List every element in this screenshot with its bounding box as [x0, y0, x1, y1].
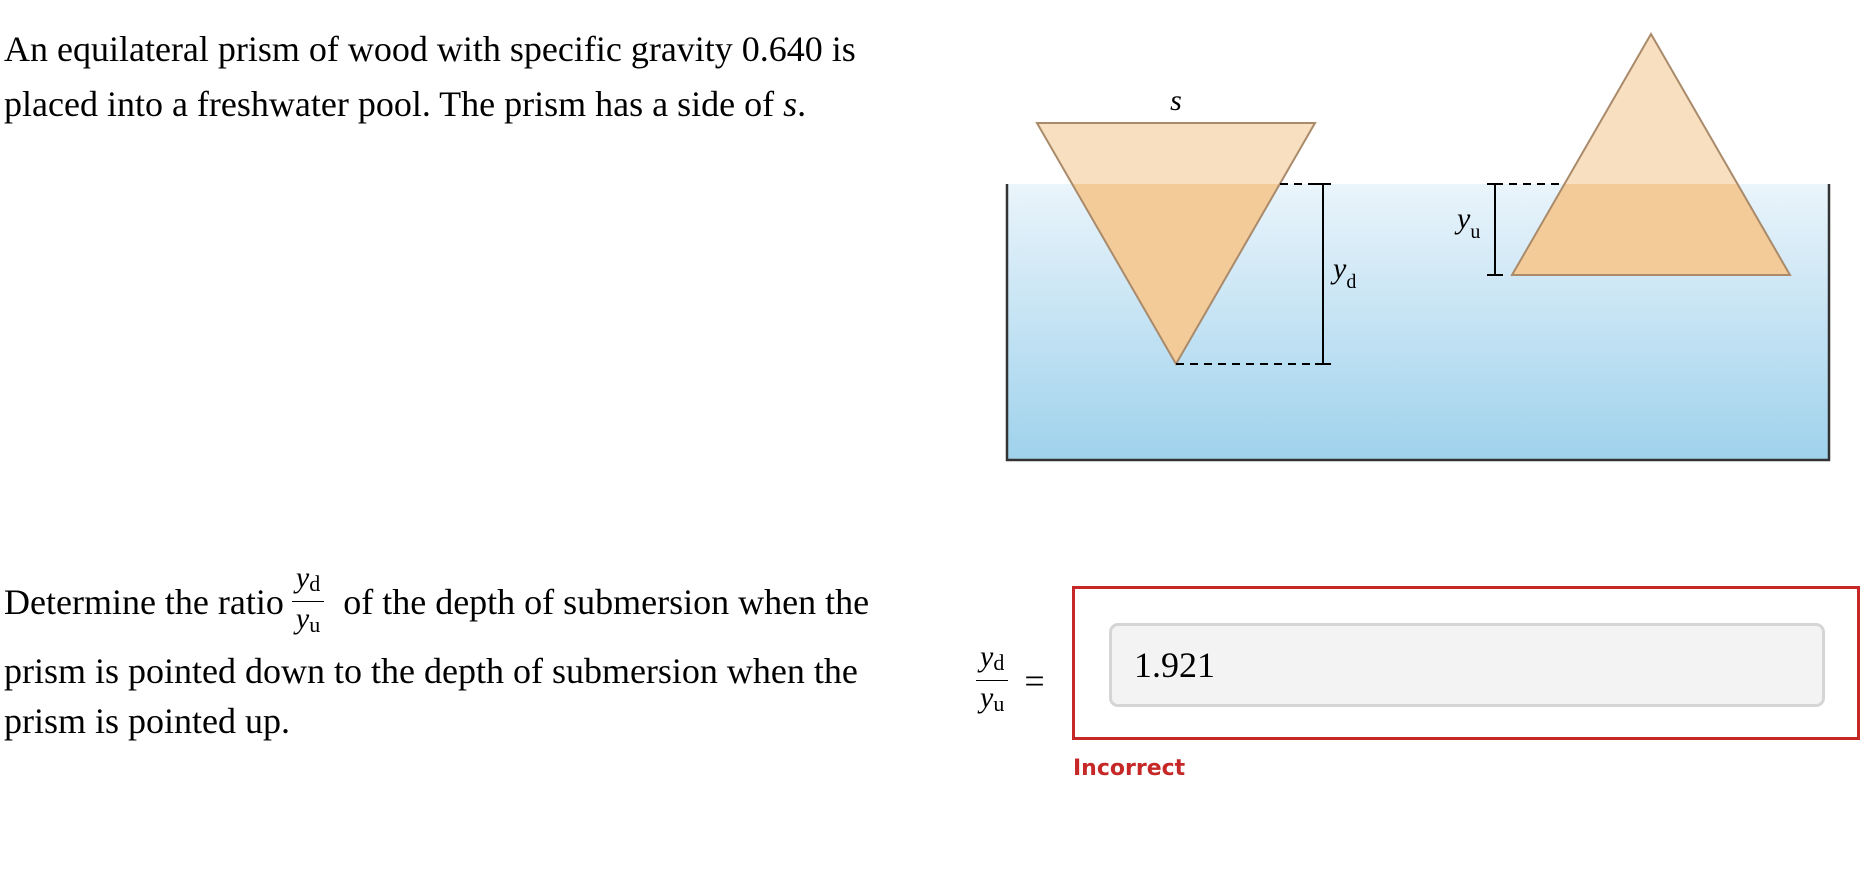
question-middle: of the depth of submersion when the — [334, 581, 870, 622]
answer-container — [1072, 586, 1860, 740]
answer-input[interactable] — [1109, 623, 1825, 707]
yu-label: $y_u$ — [1457, 202, 1481, 243]
side-symbol: s — [783, 84, 798, 124]
answer-label — [976, 640, 1045, 721]
question-line-3: prism is pointed up. — [4, 701, 290, 741]
equals-sign: = — [1024, 660, 1045, 701]
question-prefix: Determine the ratio — [4, 581, 284, 622]
side-label: s — [1170, 84, 1182, 117]
problem-line-1: An equilateral prism of wood with specific gravity 0.640 is — [4, 29, 856, 69]
problem-line-2-suffix: . — [797, 84, 807, 124]
problem-line-2-prefix: placed into a freshwater pool. The prism has a side of — [4, 84, 784, 124]
answer-ratio-fraction: $\frac{y_d}{y_u}$ — [976, 640, 1008, 721]
ratio-fraction: $\frac{y_d}{y_u}$ — [292, 561, 324, 642]
question-line-2: prism is pointed down to the depth of submersion when the — [4, 651, 858, 691]
yd-label: $y_d$ — [1333, 252, 1357, 293]
question-statement — [4, 561, 904, 746]
feedback-incorrect: Incorrect — [1073, 756, 1186, 781]
prism-buoyancy-figure — [990, 20, 1840, 470]
problem-statement — [4, 22, 884, 132]
